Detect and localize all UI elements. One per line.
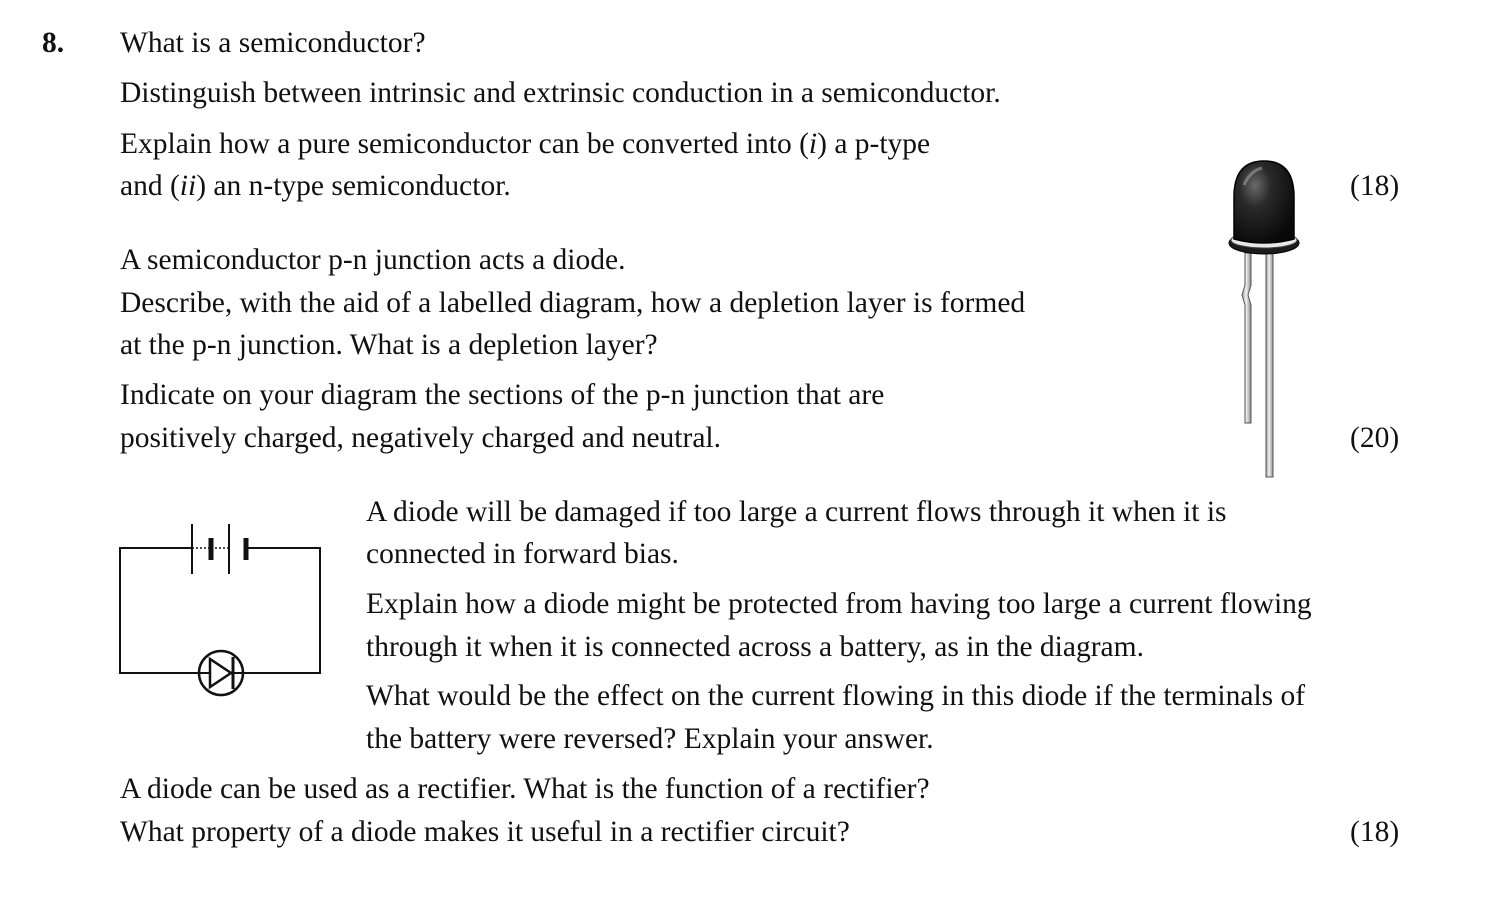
- part-a-line-1: What is a semiconductor?: [120, 27, 426, 59]
- battery-diode-circuit: [110, 510, 335, 700]
- part-c-line-1: A diode will be damaged if too large a current flows through it when it is: [366, 496, 1227, 528]
- question-number: 8.: [42, 27, 65, 59]
- part-a-line-3: [120, 127, 930, 161]
- part-a-roman-i: i: [808, 128, 818, 160]
- diode-symbol: [198, 651, 244, 695]
- part-d-line-2: What property of a diode makes it useful in a rectifier circuit?: [120, 816, 850, 848]
- part-a-line-3-post: ) a p-type: [817, 128, 931, 160]
- battery-symbol: [192, 524, 246, 574]
- part-c-line-3: Explain how a diode might be protected from having too large a current flowing: [366, 588, 1312, 620]
- led-leg-right: [1266, 253, 1273, 477]
- circuit-wire: [244, 548, 320, 673]
- led-dome: [1234, 161, 1294, 243]
- part-c-line-6: the battery were reversed? Explain your answer.: [366, 723, 934, 755]
- part-b-line-2: Describe, with the aid of a labelled diagram, how a depletion layer is formed: [120, 287, 1026, 319]
- part-c-line-5: What would be the effect on the current flowing in this diode if the terminals of: [366, 680, 1306, 712]
- part-a-line-4: [120, 169, 511, 203]
- part-b-line-1: A semiconductor p-n junction acts a diode.: [120, 244, 626, 276]
- led-photo: [1220, 155, 1310, 485]
- part-a-marks: (18): [1350, 170, 1400, 202]
- part-b-marks: (20): [1350, 422, 1400, 454]
- part-a-line-4-post: ) an n-type semiconductor.: [196, 170, 511, 202]
- circuit-wire: [120, 548, 198, 673]
- part-a-roman-ii: ii: [179, 170, 197, 202]
- part-d-line-1: A diode can be used as a rectifier. What is the function of a rectifier?: [120, 773, 930, 805]
- part-a-line-4-pre: and (: [120, 170, 180, 202]
- part-b-line-4: Indicate on your diagram the sections of the p-n junction that are: [120, 379, 885, 411]
- part-d-marks: (18): [1350, 816, 1400, 848]
- part-a-line-2: Distinguish between intrinsic and extrinsic conduction in a semiconductor.: [120, 77, 1001, 109]
- led-leg-left: [1242, 253, 1251, 423]
- part-a-line-3-pre: Explain how a pure semiconductor can be converted into (: [120, 128, 809, 160]
- part-c-line-4: through it when it is connected across a battery, as in the diagram.: [366, 631, 1144, 663]
- part-b-line-3: at the p-n junction. What is a depletion layer?: [120, 329, 658, 361]
- part-b-line-5: positively charged, negatively charged and neutral.: [120, 422, 721, 454]
- part-c-line-2: connected in forward bias.: [366, 538, 679, 570]
